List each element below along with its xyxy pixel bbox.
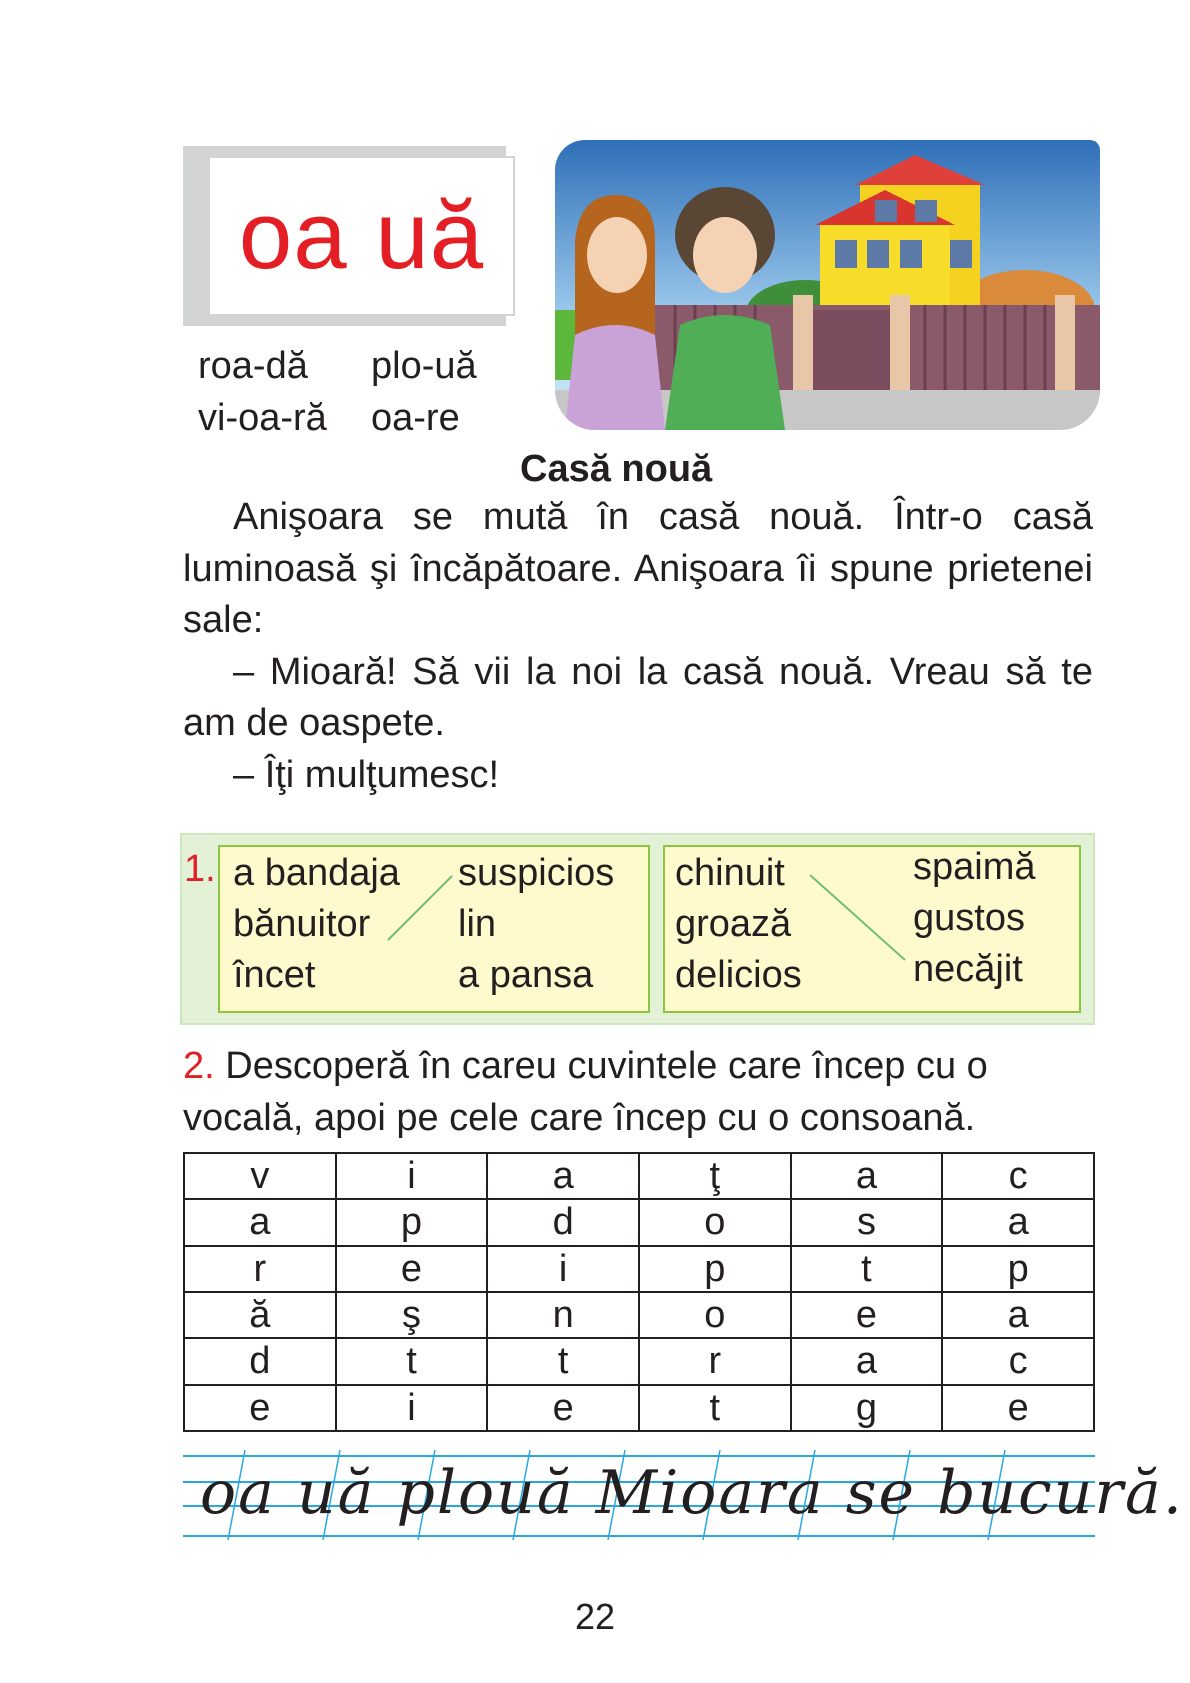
syllables-col2 bbox=[371, 340, 477, 444]
grid-row bbox=[184, 1292, 1094, 1338]
grid-cell: t bbox=[639, 1385, 791, 1431]
syllable: plo-uă bbox=[371, 345, 477, 387]
exercise-2-text: Descoperă în careu cuvintele care încep cu o vocală, apoi pe cele care încep cu o consoană. bbox=[183, 1045, 988, 1139]
word: delicios bbox=[675, 954, 802, 996]
grid-cell: g bbox=[791, 1385, 943, 1431]
grid-cell: p bbox=[942, 1246, 1094, 1292]
word: a pansa bbox=[458, 954, 594, 996]
match-line-left bbox=[380, 870, 460, 945]
illustration-svg bbox=[555, 140, 1100, 430]
grid-cell: e bbox=[184, 1385, 336, 1431]
grid-row bbox=[184, 1199, 1094, 1245]
grid-cell: v bbox=[184, 1153, 336, 1199]
grid-cell: c bbox=[942, 1338, 1094, 1384]
grid-cell: t bbox=[487, 1338, 639, 1384]
grid-row bbox=[184, 1246, 1094, 1292]
grid-cell: i bbox=[336, 1385, 488, 1431]
lesson-title: oa uă bbox=[238, 182, 485, 289]
word-column bbox=[913, 842, 1036, 995]
grid-cell: e bbox=[487, 1385, 639, 1431]
grid-cell: e bbox=[942, 1385, 1094, 1431]
match-line-right bbox=[805, 870, 915, 965]
grid-cell: t bbox=[791, 1246, 943, 1292]
story-paragraph: – Mioară! Să vii la noi la casă nouă. Vreau să te am de oaspete. bbox=[183, 650, 1093, 744]
grid-cell: d bbox=[487, 1199, 639, 1245]
word: lin bbox=[458, 903, 497, 945]
grid-cell: o bbox=[639, 1199, 791, 1245]
grid-cell: t bbox=[336, 1338, 488, 1384]
grid-cell: s bbox=[791, 1199, 943, 1245]
handwriting-sample: oa uă plouă Mioara se bucură. bbox=[200, 1458, 1184, 1528]
word-column bbox=[233, 848, 400, 1001]
letter-grid bbox=[183, 1152, 1095, 1432]
grid-cell: ş bbox=[336, 1292, 488, 1338]
word: groază bbox=[675, 903, 792, 945]
exercise-2-instruction bbox=[183, 1040, 1093, 1144]
grid-row bbox=[184, 1385, 1094, 1431]
title-box bbox=[208, 156, 515, 316]
grid-cell: i bbox=[336, 1153, 488, 1199]
grid-row bbox=[184, 1338, 1094, 1384]
grid-cell: o bbox=[639, 1292, 791, 1338]
grid-cell: a bbox=[791, 1153, 943, 1199]
word: necăjit bbox=[913, 948, 1023, 990]
exercise-2-number: 2. bbox=[183, 1045, 215, 1087]
illustration-house-and-girls bbox=[555, 140, 1100, 430]
syllable: oa-re bbox=[371, 397, 460, 439]
grid-cell: ă bbox=[184, 1292, 336, 1338]
story-title: Casă nouă bbox=[520, 448, 713, 490]
word: suspicios bbox=[458, 852, 615, 894]
grid-cell: p bbox=[336, 1199, 488, 1245]
grid-cell: ţ bbox=[639, 1153, 791, 1199]
word: gustos bbox=[913, 897, 1025, 939]
word: încet bbox=[233, 954, 316, 996]
word: spaimă bbox=[913, 846, 1036, 888]
page-number: 22 bbox=[574, 1596, 616, 1637]
grid-cell: a bbox=[487, 1153, 639, 1199]
grid-row bbox=[184, 1153, 1094, 1199]
grid-cell: e bbox=[791, 1292, 943, 1338]
syllable: vi-oa-ră bbox=[198, 397, 327, 439]
word: chinuit bbox=[675, 852, 785, 894]
story-text bbox=[183, 492, 1093, 801]
syllables-col1 bbox=[198, 340, 327, 444]
syllable: roa-dă bbox=[198, 345, 308, 387]
grid-cell: n bbox=[487, 1292, 639, 1338]
grid-cell: r bbox=[184, 1246, 336, 1292]
grid-cell: p bbox=[639, 1246, 791, 1292]
grid-cell: i bbox=[487, 1246, 639, 1292]
word-column bbox=[675, 848, 802, 1001]
story-paragraph: Anişoara se mută în casă nouă. Într-o casă luminoasă şi încăpătoare. Anişoara îi spune prietenei sale: bbox=[183, 496, 1093, 641]
story-paragraph: – Îţi mulţumesc! bbox=[233, 753, 500, 796]
grid-cell: r bbox=[639, 1338, 791, 1384]
grid-cell: d bbox=[184, 1338, 336, 1384]
grid-cell: a bbox=[942, 1292, 1094, 1338]
word: a bandaja bbox=[233, 852, 400, 894]
grid-cell: c bbox=[942, 1153, 1094, 1199]
word-column bbox=[458, 848, 614, 1001]
grid-cell: a bbox=[791, 1338, 943, 1384]
grid-cell: a bbox=[184, 1199, 336, 1245]
word: bănuitor bbox=[233, 903, 371, 945]
exercise-1-number: 1. bbox=[184, 848, 216, 890]
grid-cell: a bbox=[942, 1199, 1094, 1245]
grid-cell: e bbox=[336, 1246, 488, 1292]
